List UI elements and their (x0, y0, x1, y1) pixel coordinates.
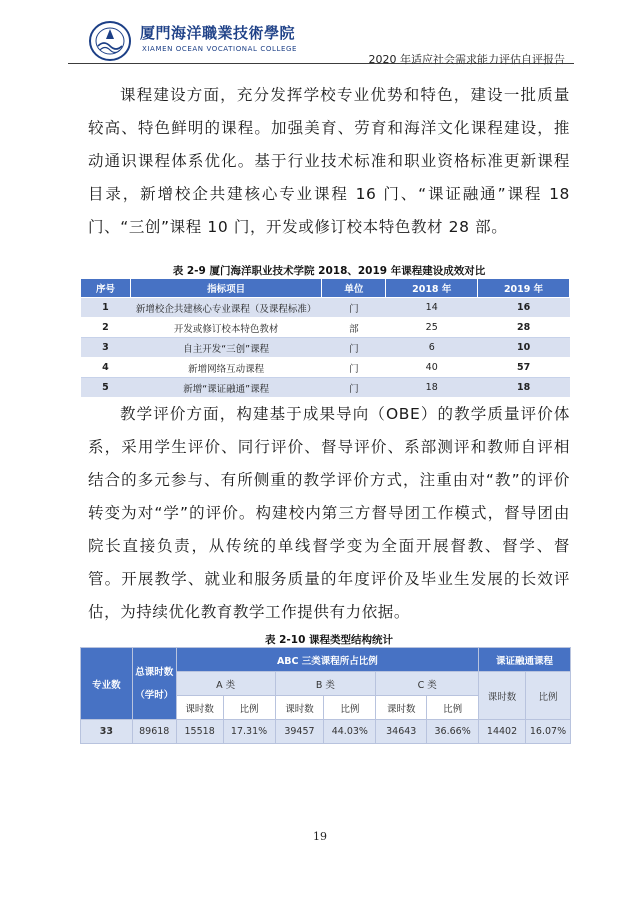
cell-unit: 部 (322, 318, 386, 338)
col-header-index: 序号 (81, 279, 131, 298)
cell-2018: 40 (386, 358, 478, 378)
col-header-2018: 2018 年 (386, 279, 478, 298)
col-header-b-hours: 课时数 (275, 696, 324, 720)
cell-b-hours: 39457 (275, 720, 324, 744)
table-header-row (81, 279, 570, 298)
table-row (81, 298, 570, 318)
cell-indicator: 自主开发“三创”课程 (130, 338, 322, 358)
col-header-2019: 2019 年 (478, 279, 570, 298)
cell-a-hours: 15518 (176, 720, 223, 744)
cell-2019: 57 (478, 358, 570, 378)
col-header-c-hours: 课时数 (376, 696, 427, 720)
col-header-cert-courses: 课证融通课程 (479, 648, 571, 672)
col-header-indicator: 指标项目 (130, 279, 322, 298)
col-header-abc-ratio: ABC 三类课程所占比例 (176, 648, 478, 672)
col-header-cert-hours: 课时数 (479, 672, 526, 720)
cell-2019: 28 (478, 318, 570, 338)
col-header-a-ratio: 比例 (223, 696, 275, 720)
cell-indicator: 新增校企共建核心专业课程（及课程标准） (130, 298, 322, 318)
cell-2018: 18 (386, 378, 478, 398)
table-row (81, 720, 571, 744)
cell-2018: 6 (386, 338, 478, 358)
college-name-en: XIAMEN OCEAN VOCATIONAL COLLEGE (142, 45, 298, 53)
cell-2019: 10 (478, 338, 570, 358)
table-row (81, 378, 570, 398)
course-type-structure-table (80, 647, 571, 744)
table-header-row (81, 648, 571, 672)
cell-unit: 门 (322, 378, 386, 398)
cell-c-ratio: 36.66% (427, 720, 479, 744)
col-header-major-count: 专业数 (81, 648, 133, 720)
col-header-type-b: B 类 (275, 672, 376, 696)
cell-b-ratio: 44.03% (324, 720, 376, 744)
course-construction-table (80, 278, 570, 398)
col-header-c-ratio: 比例 (427, 696, 479, 720)
cell-index: 3 (81, 338, 131, 358)
col-header-cert-ratio: 比例 (525, 672, 570, 720)
table-row (81, 318, 570, 338)
cell-index: 5 (81, 378, 131, 398)
col-header-b-ratio: 比例 (324, 696, 376, 720)
cell-index: 2 (81, 318, 131, 338)
header-divider (68, 63, 574, 64)
cell-unit: 门 (322, 358, 386, 378)
cell-index: 1 (81, 298, 131, 318)
page-header (68, 18, 573, 68)
col-header-a-hours: 课时数 (176, 696, 223, 720)
cell-unit: 门 (322, 298, 386, 318)
report-title: 2020 年适应社会需求能力评估自评报告 (368, 53, 565, 66)
table-2-9-caption: 表 2-9 厦门海洋职业技术学院 2018、2019 年课程建设成效对比 (172, 265, 486, 277)
college-name-cn: 厦門海洋職業技術學院 (140, 24, 296, 42)
cell-total-hours: 89618 (132, 720, 176, 744)
cell-2019: 18 (478, 378, 570, 398)
cell-unit: 门 (322, 338, 386, 358)
cell-2019: 16 (478, 298, 570, 318)
table-row (81, 338, 570, 358)
col-header-type-a: A 类 (176, 672, 275, 696)
table-2-10-caption: 表 2-10 课程类型结构统计 (264, 634, 394, 646)
cell-indicator: 新增网络互动课程 (130, 358, 322, 378)
table-row (81, 358, 570, 378)
col-header-type-c: C 类 (376, 672, 479, 696)
cell-2018: 25 (386, 318, 478, 338)
cell-cert-ratio: 16.07% (525, 720, 570, 744)
teaching-evaluation-paragraph: 教学评价方面，构建基于成果导向（OBE）的教学质量评价体系，采用学生评价、同行评价、督导评价、系部测评和教师自评相结合的多元参与、有所侧重的教学评价方式，注重由对“教”的评价转变为对“学”的评价。构建校内第三方督导团工作模式，督导团由院长直接负责，从传统的单线督学变为全面开展督教、督学、督管。开展教学、就业和服务质量的年度评价及毕业生发展的长效评估，为持续优化教育教学工作提供有力依据。 (88, 405, 570, 621)
cell-indicator: 新增“课证融通”课程 (130, 378, 322, 398)
cell-index: 4 (81, 358, 131, 378)
cell-c-hours: 34643 (376, 720, 427, 744)
cell-2018: 14 (386, 298, 478, 318)
col-header-unit: 单位 (322, 279, 386, 298)
page-number: 19 (313, 830, 327, 843)
course-construction-paragraph: 课程建设方面，充分发挥学校专业优势和特色，建设一批质量较高、特色鲜明的课程。加强美育、劳育和海洋文化课程建设，推动通识课程体系优化。基于行业技术标准和职业资格标准更新课程目录，新增校企共建核心专业课程 16 门、“课证融通”课程 18 门、“三创”课程 10 门，开发或修订校本特色教材 28 部。 (88, 86, 570, 236)
cell-major-count: 33 (81, 720, 133, 744)
college-logo-icon (86, 20, 134, 62)
cell-cert-hours: 14402 (479, 720, 526, 744)
col-header-total-hours: 总课时数（学时） (132, 648, 176, 720)
cell-indicator: 开发或修订校本特色教材 (130, 318, 322, 338)
cell-a-ratio: 17.31% (223, 720, 275, 744)
